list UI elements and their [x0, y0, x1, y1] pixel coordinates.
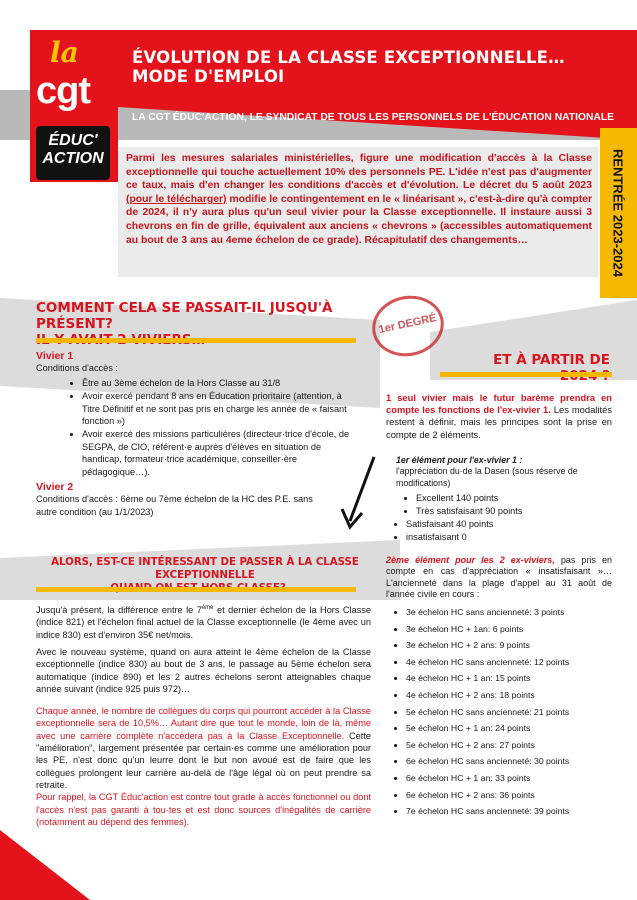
seniority-list	[386, 605, 612, 820]
list-item: • Avoir exercé des missions particulières (directeur·trice d'école, de SEGPA, de CIO, référent·e auprès d'élèves en situation de handicap, formateur·trice académique, conseiller·ère pédagogique…).	[82, 428, 354, 478]
question-heading-line: ALORS, EST-CE INTÉRESSANT DE PASSER À LA CLASSE EXCEPTIONNELLE	[51, 557, 359, 581]
list-item: • Être au 3ème échelon de la Hors Classe au 31/8	[82, 377, 354, 389]
element-1-title: 1er élément pour l'ex-vivier 1 :	[396, 454, 523, 465]
viviers-section	[36, 350, 354, 518]
degree-stamp: 1er DEGRÉ	[367, 289, 450, 363]
list-item: • Satisfaisant 40 points	[406, 518, 612, 530]
paragraph: Avec le nouveau système, quand on aura atteint le 4ème échelon de la Classe exceptionnelle (indice 830) au bout de 3 ans, le passage au 5ème échelon sera automatique (indice 890) et les 2 autres échelons seront atteignables chaque année suivant (indice 925 puis 972)…	[36, 646, 371, 694]
heading-underline	[36, 338, 356, 343]
logo-text: cgt	[36, 70, 90, 112]
logo-text: ÉDUC'	[48, 132, 98, 149]
logo-educaction	[36, 126, 110, 180]
cgt-educaction-logo	[30, 30, 118, 182]
list-item: • Avoir exercé pendant 8 ans en Éducation prioritaire (attention, à Titre Définitif et ne sont pas pris en charge les année de « faisant fonction »)	[82, 390, 354, 427]
list-item: • 4e échelon HC + 1 an: 15 points	[406, 671, 612, 687]
element-2-title: 2ème élément pour les 2 ex-viviers,	[386, 554, 555, 565]
heading-underline	[36, 587, 356, 592]
vivier-1-title: Vivier 1	[36, 350, 74, 362]
paragraph	[36, 705, 371, 791]
element-1	[386, 455, 612, 490]
section-heading-line: COMMENT CELA SE PASSAIT-IL JUSQU'À PRÉSENT?	[36, 300, 333, 332]
list-item: • 3e échelon HC + 2 ans: 9 points	[406, 638, 612, 654]
download-link[interactable]: (pour le télécharger)	[126, 193, 227, 205]
element-2	[386, 555, 612, 601]
logo-text: ACTION	[42, 150, 104, 167]
lead-paragraph	[386, 392, 612, 441]
list-item: • 6e échelon HC + 1 an: 33 points	[406, 771, 612, 787]
text: Jusqu'à présent, la différence entre le 7	[36, 605, 202, 616]
heading-underline	[440, 372, 612, 377]
side-tab	[600, 128, 637, 298]
from-2024-section	[386, 392, 612, 821]
analysis-text	[36, 602, 371, 833]
page-subtitle: LA CGT ÉDUC'ACTION, LE SYNDICAT DE TOUS LES PERSONNELS DE L'ÉDUCATION NATIONALE	[132, 112, 615, 123]
paragraph	[36, 602, 371, 641]
side-tab-label: RENTRÉE 2023-2024	[610, 149, 626, 277]
list-item: • 7e échelon HC sans ancienneté: 39 points	[406, 804, 612, 820]
list-item: • 6e échelon HC sans ancienneté: 30 points	[406, 754, 612, 770]
text: Les modalités restent à définir, mais les principes sont la prise en compte de 2 éléments.	[386, 404, 612, 440]
paragraph: Pour rappel, la CGT Éduc'action est contre tout grade à accès fonctionnel ou dont l'accès n'est pas garanti à tou·tes et est donc sources d'inégalités de carrière (notamment au dépend des femmes).	[36, 792, 371, 827]
text: et dernier échelon de la Hors Classe (indice 821) et l'échelon final actuel de la Classe exceptionnelle (le 4ème avec un indice 830) est d'environ 35€ net/mois.	[36, 605, 371, 640]
element-1-desc: l'appréciation du·de la Dasen (sous réserve de modifications)	[396, 466, 578, 488]
vivier-1-conditions: Conditions d'accès :	[36, 363, 118, 374]
highlight-text: Chaque année, le nombre de collègues du corps qui pourront accéder à la Classe exceptionnelle sera de 10,5%… Autant dire que tout le monde, loin de là, même avec une carrière complète n'accèdera pas à la Classe Exceptionnelle.	[36, 706, 371, 741]
highlight-text: 1 seul vivier mais le futur barème prendra en compte les fonctions de l'ex-vivier 1.	[386, 392, 612, 416]
intro-paragraph	[126, 152, 592, 247]
list-item: • Très satisfaisant 90 points	[416, 505, 612, 517]
arrow-down-icon	[340, 455, 380, 535]
section-heading: ET À PARTIR DE	[493, 352, 610, 368]
list-item: • 5e échelon HC sans ancienneté: 21 points	[406, 705, 612, 721]
list-item: • 5e échelon HC + 1 an: 24 points	[406, 721, 612, 737]
list-item: • Excellent 140 points	[416, 492, 612, 504]
list-item: • 3e échelon HC sans ancienneté: 3 points	[406, 605, 612, 621]
vivier-2-title: Vivier 2	[36, 481, 74, 494]
page-title: ÉVOLUTION DE LA CLASSE EXCEPTIONNELLE… MODE D'EMPLOI	[132, 48, 565, 86]
list-item: • insatisfaisant 0	[406, 531, 612, 543]
element-2-desc: pas pris en compte en cas d'appréciation « insatisfaisant »… L'ancienneté dans la plage d'appel au 31 août de l'année civile en cours :	[386, 554, 612, 600]
list-item: • 3e échelon HC + 1an: 6 points	[406, 622, 612, 638]
intro-text: modifie le contingentement en le « linéarisant », c'est-à-dire qu'à compter de 2024, il n'y aura plus qu'un seul vivier pour la Classe exceptionnelle. Il instaure aussi 3 chevrons en fin de grille, équivalent aux anciens « chevrons » (accessibles automatiquement au bout de 3 ans au 4eme échelon de ce grade). Récapitulatif des changements…	[126, 193, 592, 246]
vivier-1-list	[36, 377, 354, 478]
list-item: • 6e échelon HC + 2 ans: 36 points	[406, 788, 612, 804]
logo-text: la	[50, 36, 79, 69]
intro-text: Parmi les mesures salariales ministérielles, figure une modification d'accès à la Classe exceptionnelle qui touche actuellement 10% des personnels PE. L'idée n'est pas d'augmenter ce taux, mais d'en changer les conditions d'accès et d'évolution. Le décret du 5 août 2023	[126, 153, 592, 192]
superscript: ème	[201, 605, 214, 611]
vivier-2-text: Conditions d'accès : 6ème ou 7ème échelon de la HC des P.E. sans autre condition (au 1/1/2023)	[36, 494, 313, 517]
list-item: • 4e échelon HC sans ancienneté: 12 points	[406, 655, 612, 671]
list-item: • 5e échelon HC + 2 ans: 27 points	[406, 738, 612, 754]
list-item: • 4e échelon HC + 2 ans: 18 points	[406, 688, 612, 704]
decorative-red-corner	[0, 830, 90, 900]
dasen-list	[386, 492, 612, 543]
text: Cette "amélioration", largement présentée par certain·es comme une amélioration pour les PE, n'est donc qu'un leurre dont le but non avoué est de faire que les collègues prolongent leur carrière au-delà de l'âge légal où on peut prendre sa retraite.	[36, 730, 371, 790]
